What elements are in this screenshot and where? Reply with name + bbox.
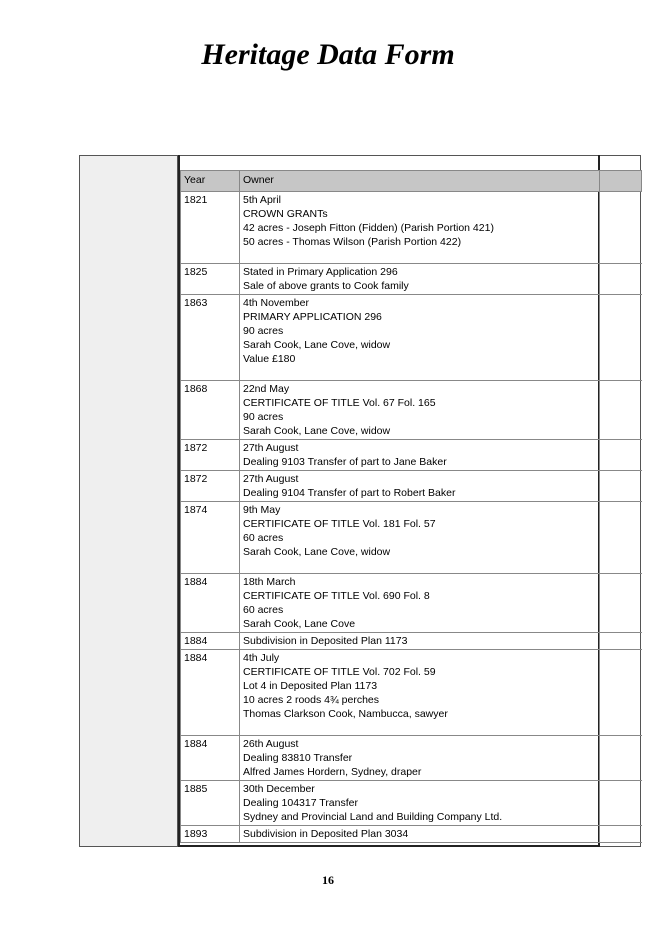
header-shade (600, 170, 642, 191)
owner-line: 90 acres (243, 325, 284, 337)
owner-line: Lot 4 in Deposited Plan 1173 (243, 680, 378, 692)
owner-line: Alfred James Hordern, Sydney, draper (243, 766, 422, 778)
row-divider (600, 649, 642, 650)
owner-line: Sarah Cook, Lane Cove, widow (243, 339, 391, 351)
owner-line: Sale of above grants to Cook family (243, 280, 409, 292)
owner-line: 90 acres (243, 411, 284, 423)
year-cell: 1868 (181, 381, 240, 440)
table-row (181, 381, 600, 440)
table-row (181, 502, 600, 574)
row-divider (600, 632, 642, 633)
owner-line: Dealing 83810 Transfer (243, 752, 353, 764)
row-divider (600, 573, 642, 574)
owner-line: Dealing 9103 Transfer of part to Jane Baker (243, 456, 447, 468)
table-row (181, 264, 600, 295)
year-cell: 1863 (181, 295, 240, 381)
owner-line: Dealing 104317 Transfer (243, 797, 358, 809)
owner-line: 30th December (243, 783, 315, 795)
owner-line: Sarah Cook, Lane Cove, widow (243, 425, 391, 437)
table-row (181, 736, 600, 781)
owner-line: Subdivision in Deposited Plan 1173 (243, 635, 408, 647)
owner-cell (240, 502, 600, 574)
owner-cell (240, 781, 600, 826)
owner-line: Dealing 9104 Transfer of part to Robert Baker (243, 487, 456, 499)
row-divider (600, 825, 642, 826)
row-divider (600, 380, 642, 381)
owner-line: Sarah Cook, Lane Cove (243, 618, 356, 630)
table-row (181, 826, 600, 843)
table-row (181, 781, 600, 826)
row-divider (600, 501, 642, 502)
row-divider (600, 294, 642, 295)
owner-cell (240, 295, 600, 381)
year-cell: 1872 (181, 471, 240, 502)
year-cell: 1885 (181, 781, 240, 826)
owner-line: Sydney and Provincial Land and Building Company Ltd. (243, 811, 503, 823)
table-row (181, 192, 600, 264)
table-row (181, 440, 600, 471)
row-divider (600, 780, 642, 781)
owner-line: CROWN GRANTs (243, 208, 328, 220)
owner-line: 10 acres 2 roods 4¾ perches (243, 694, 379, 706)
row-divider (600, 439, 642, 440)
owner-cell (240, 440, 600, 471)
owner-line: CERTIFICATE OF TITLE Vol. 67 Fol. 165 (243, 397, 436, 409)
owner-line: CERTIFICATE OF TITLE Vol. 702 Fol. 59 (243, 666, 436, 678)
owner-cell (240, 471, 600, 502)
owner-cell (240, 192, 600, 264)
owner-line: 5th April (243, 194, 281, 206)
year-cell: 1884 (181, 633, 240, 650)
table-row (181, 574, 600, 633)
year-cell: 1872 (181, 440, 240, 471)
owner-header: Owner (240, 171, 600, 192)
owner-line: CERTIFICATE OF TITLE Vol. 690 Fol. 8 (243, 590, 430, 602)
ownership-table (180, 170, 600, 843)
owner-line: CERTIFICATE OF TITLE Vol. 181 Fol. 57 (243, 518, 436, 530)
row-divider (600, 842, 642, 843)
table-row (181, 471, 600, 502)
owner-line: 27th August (243, 442, 299, 454)
owner-cell (240, 381, 600, 440)
owner-cell (240, 650, 600, 736)
owner-line: 9th May (243, 504, 281, 516)
table-row (181, 650, 600, 736)
owner-line: Sarah Cook, Lane Cove, widow (243, 546, 391, 558)
ownership-rows (181, 192, 600, 843)
page-number: 16 (322, 873, 334, 887)
owner-line: 18th March (243, 576, 296, 588)
year-cell: 1884 (181, 574, 240, 633)
year-cell: 1893 (181, 826, 240, 843)
owner-cell (240, 736, 600, 781)
year-cell: 1874 (181, 502, 240, 574)
year-header: Year (181, 171, 240, 192)
year-cell: 1884 (181, 650, 240, 736)
owner-line: 42 acres - Joseph Fitton (Fidden) (Parish Portion 421) (243, 222, 494, 234)
owner-line: Subdivision in Deposited Plan 3034 (243, 828, 409, 840)
row-divider (600, 191, 642, 192)
owner-line: 4th July (243, 652, 280, 664)
owner-line: Value £180 (243, 353, 296, 365)
row-divider (600, 735, 642, 736)
owner-line: 50 acres - Thomas Wilson (Parish Portion 422) (243, 236, 462, 248)
owner-cell (240, 633, 600, 650)
table-row (181, 295, 600, 381)
owner-cell (240, 264, 600, 295)
label-column (80, 156, 178, 846)
owner-line: 27th August (243, 473, 299, 485)
owner-cell (240, 574, 600, 633)
row-divider (600, 263, 642, 264)
page-title: Heritage Data Form (201, 38, 455, 71)
row-divider (600, 470, 642, 471)
owner-line: PRIMARY APPLICATION 296 (243, 311, 382, 323)
owner-line: 4th November (243, 297, 309, 309)
owner-cell (240, 826, 600, 843)
year-cell: 1884 (181, 736, 240, 781)
table-header-row (181, 171, 600, 192)
table-row (181, 633, 600, 650)
year-cell: 1821 (181, 192, 240, 264)
owner-line: Stated in Primary Application 296 (243, 266, 398, 278)
owner-line: 60 acres (243, 532, 284, 544)
owner-line: 26th August (243, 738, 299, 750)
owner-line: 60 acres (243, 604, 284, 616)
year-cell: 1825 (181, 264, 240, 295)
owner-line: 22nd May (243, 383, 290, 395)
owner-line: Thomas Clarkson Cook, Nambucca, sawyer (243, 708, 448, 720)
